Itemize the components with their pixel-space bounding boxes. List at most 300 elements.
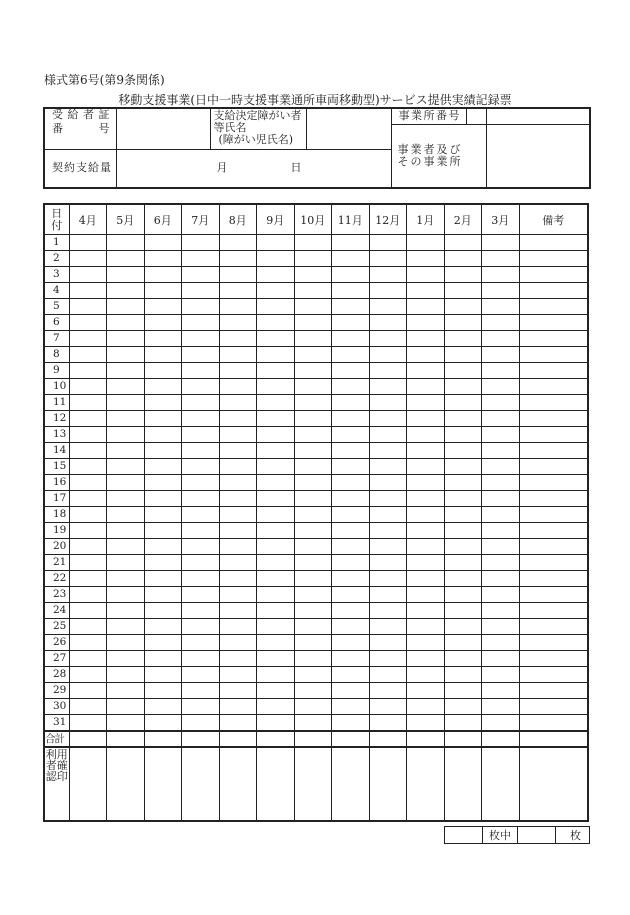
day-cell[interactable] [144, 283, 182, 299]
day-cell[interactable] [107, 267, 145, 283]
day-cell[interactable] [144, 267, 182, 283]
day-cell[interactable] [332, 347, 370, 363]
day-cell[interactable] [332, 523, 370, 539]
day-cell[interactable] [182, 443, 220, 459]
day-cell[interactable] [69, 635, 107, 651]
day-cell[interactable] [332, 427, 370, 443]
day-cell[interactable] [107, 251, 145, 267]
day-cell[interactable] [444, 283, 482, 299]
day-cell[interactable] [69, 395, 107, 411]
day-cell[interactable] [407, 443, 445, 459]
day-cell[interactable] [69, 251, 107, 267]
confirm-cell[interactable] [182, 747, 220, 821]
day-cell[interactable] [219, 443, 257, 459]
day-cell[interactable] [257, 251, 295, 267]
day-cell[interactable] [332, 267, 370, 283]
day-cell[interactable] [294, 379, 332, 395]
day-cell[interactable] [257, 347, 295, 363]
remarks-cell[interactable] [519, 683, 588, 699]
day-cell[interactable] [219, 475, 257, 491]
day-cell[interactable] [444, 699, 482, 715]
day-cell[interactable] [369, 475, 407, 491]
day-cell[interactable] [294, 459, 332, 475]
day-cell[interactable] [257, 507, 295, 523]
day-cell[interactable] [369, 619, 407, 635]
remarks-cell[interactable] [519, 475, 588, 491]
day-cell[interactable] [144, 683, 182, 699]
day-cell[interactable] [482, 443, 520, 459]
day-cell[interactable] [107, 603, 145, 619]
day-cell[interactable] [332, 539, 370, 555]
day-cell[interactable] [332, 635, 370, 651]
remarks-cell[interactable] [519, 283, 588, 299]
day-cell[interactable] [369, 715, 407, 732]
day-cell[interactable] [144, 411, 182, 427]
remarks-cell[interactable] [519, 539, 588, 555]
day-cell[interactable] [369, 331, 407, 347]
remarks-cell[interactable] [519, 251, 588, 267]
day-cell[interactable] [332, 587, 370, 603]
day-cell[interactable] [369, 683, 407, 699]
day-cell[interactable] [107, 331, 145, 347]
day-cell[interactable] [182, 299, 220, 315]
day-cell[interactable] [144, 347, 182, 363]
day-cell[interactable] [107, 571, 145, 587]
day-cell[interactable] [144, 651, 182, 667]
day-cell[interactable] [407, 699, 445, 715]
day-cell[interactable] [107, 539, 145, 555]
day-cell[interactable] [219, 267, 257, 283]
day-cell[interactable] [482, 283, 520, 299]
remarks-cell[interactable] [519, 491, 588, 507]
day-cell[interactable] [257, 299, 295, 315]
day-cell[interactable] [369, 395, 407, 411]
day-cell[interactable] [257, 395, 295, 411]
day-cell[interactable] [182, 363, 220, 379]
sheet-total-field[interactable] [518, 827, 556, 844]
day-cell[interactable] [257, 523, 295, 539]
confirm-cell[interactable] [407, 747, 445, 821]
confirm-cell[interactable] [144, 747, 182, 821]
day-cell[interactable] [482, 651, 520, 667]
day-cell[interactable] [294, 491, 332, 507]
day-cell[interactable] [182, 715, 220, 732]
day-cell[interactable] [219, 555, 257, 571]
day-cell[interactable] [107, 427, 145, 443]
day-cell[interactable] [69, 299, 107, 315]
day-cell[interactable] [144, 507, 182, 523]
day-cell[interactable] [219, 603, 257, 619]
remarks-cell[interactable] [519, 571, 588, 587]
day-cell[interactable] [369, 539, 407, 555]
day-cell[interactable] [182, 379, 220, 395]
day-cell[interactable] [444, 347, 482, 363]
total-cell[interactable] [369, 731, 407, 747]
day-cell[interactable] [407, 491, 445, 507]
day-cell[interactable] [407, 331, 445, 347]
day-cell[interactable] [257, 555, 295, 571]
day-cell[interactable] [257, 539, 295, 555]
day-cell[interactable] [482, 251, 520, 267]
day-cell[interactable] [182, 459, 220, 475]
day-cell[interactable] [144, 667, 182, 683]
remarks-cell[interactable] [519, 299, 588, 315]
remarks-cell[interactable] [519, 443, 588, 459]
confirm-remarks-cell[interactable] [519, 747, 588, 821]
total-cell[interactable] [407, 731, 445, 747]
day-cell[interactable] [144, 459, 182, 475]
day-cell[interactable] [332, 619, 370, 635]
day-cell[interactable] [219, 427, 257, 443]
day-cell[interactable] [369, 635, 407, 651]
day-cell[interactable] [294, 443, 332, 459]
contract-amount-field[interactable] [116, 149, 391, 188]
day-cell[interactable] [219, 619, 257, 635]
day-cell[interactable] [444, 651, 482, 667]
day-cell[interactable] [444, 299, 482, 315]
day-cell[interactable] [257, 683, 295, 699]
day-cell[interactable] [219, 539, 257, 555]
day-cell[interactable] [219, 667, 257, 683]
day-cell[interactable] [257, 715, 295, 732]
day-cell[interactable] [407, 427, 445, 443]
day-cell[interactable] [369, 651, 407, 667]
day-cell[interactable] [482, 507, 520, 523]
day-cell[interactable] [407, 379, 445, 395]
day-cell[interactable] [107, 299, 145, 315]
day-cell[interactable] [332, 331, 370, 347]
recipient-number-field[interactable] [116, 108, 210, 149]
day-cell[interactable] [144, 475, 182, 491]
day-cell[interactable] [294, 267, 332, 283]
day-cell[interactable] [444, 235, 482, 251]
day-cell[interactable] [69, 539, 107, 555]
day-cell[interactable] [257, 587, 295, 603]
day-cell[interactable] [444, 379, 482, 395]
day-cell[interactable] [294, 571, 332, 587]
total-cell[interactable] [332, 731, 370, 747]
day-cell[interactable] [482, 539, 520, 555]
remarks-cell[interactable] [519, 363, 588, 379]
remarks-cell[interactable] [519, 651, 588, 667]
day-cell[interactable] [257, 411, 295, 427]
day-cell[interactable] [444, 427, 482, 443]
day-cell[interactable] [294, 235, 332, 251]
day-cell[interactable] [69, 571, 107, 587]
day-cell[interactable] [257, 235, 295, 251]
remarks-cell[interactable] [519, 555, 588, 571]
day-cell[interactable] [219, 411, 257, 427]
day-cell[interactable] [444, 315, 482, 331]
day-cell[interactable] [332, 571, 370, 587]
day-cell[interactable] [257, 379, 295, 395]
day-cell[interactable] [369, 587, 407, 603]
remarks-cell[interactable] [519, 395, 588, 411]
day-cell[interactable] [407, 347, 445, 363]
day-cell[interactable] [444, 443, 482, 459]
day-cell[interactable] [369, 235, 407, 251]
day-cell[interactable] [444, 667, 482, 683]
day-cell[interactable] [144, 427, 182, 443]
day-cell[interactable] [69, 475, 107, 491]
day-cell[interactable] [144, 363, 182, 379]
day-cell[interactable] [257, 571, 295, 587]
day-cell[interactable] [257, 603, 295, 619]
confirm-cell[interactable] [444, 747, 482, 821]
day-cell[interactable] [107, 715, 145, 732]
day-cell[interactable] [257, 427, 295, 443]
day-cell[interactable] [482, 395, 520, 411]
day-cell[interactable] [369, 283, 407, 299]
day-cell[interactable] [107, 235, 145, 251]
day-cell[interactable] [332, 555, 370, 571]
day-cell[interactable] [369, 555, 407, 571]
day-cell[interactable] [69, 411, 107, 427]
day-cell[interactable] [369, 251, 407, 267]
day-cell[interactable] [144, 699, 182, 715]
day-cell[interactable] [482, 523, 520, 539]
day-cell[interactable] [332, 443, 370, 459]
day-cell[interactable] [482, 235, 520, 251]
day-cell[interactable] [369, 459, 407, 475]
day-cell[interactable] [332, 603, 370, 619]
remarks-cell[interactable] [519, 635, 588, 651]
day-cell[interactable] [257, 283, 295, 299]
day-cell[interactable] [407, 635, 445, 651]
day-cell[interactable] [69, 699, 107, 715]
day-cell[interactable] [219, 715, 257, 732]
day-cell[interactable] [332, 379, 370, 395]
day-cell[interactable] [107, 651, 145, 667]
day-cell[interactable] [182, 491, 220, 507]
day-cell[interactable] [107, 683, 145, 699]
day-cell[interactable] [294, 347, 332, 363]
day-cell[interactable] [257, 667, 295, 683]
total-cell[interactable] [182, 731, 220, 747]
remarks-cell[interactable] [519, 699, 588, 715]
day-cell[interactable] [294, 699, 332, 715]
day-cell[interactable] [219, 491, 257, 507]
remarks-cell[interactable] [519, 715, 588, 732]
day-cell[interactable] [369, 363, 407, 379]
day-cell[interactable] [144, 603, 182, 619]
day-cell[interactable] [182, 523, 220, 539]
day-cell[interactable] [144, 315, 182, 331]
day-cell[interactable] [107, 475, 145, 491]
day-cell[interactable] [444, 635, 482, 651]
remarks-cell[interactable] [519, 315, 588, 331]
remarks-cell[interactable] [519, 267, 588, 283]
day-cell[interactable] [107, 395, 145, 411]
remarks-cell[interactable] [519, 603, 588, 619]
day-cell[interactable] [332, 491, 370, 507]
day-cell[interactable] [294, 667, 332, 683]
day-cell[interactable] [69, 491, 107, 507]
day-cell[interactable] [444, 539, 482, 555]
day-cell[interactable] [407, 587, 445, 603]
day-cell[interactable] [182, 683, 220, 699]
office-number-field[interactable] [486, 108, 590, 124]
day-cell[interactable] [107, 635, 145, 651]
day-cell[interactable] [182, 315, 220, 331]
day-cell[interactable] [107, 667, 145, 683]
day-cell[interactable] [144, 491, 182, 507]
day-cell[interactable] [257, 315, 295, 331]
day-cell[interactable] [332, 315, 370, 331]
day-cell[interactable] [369, 443, 407, 459]
day-cell[interactable] [407, 363, 445, 379]
day-cell[interactable] [144, 299, 182, 315]
day-cell[interactable] [107, 315, 145, 331]
day-cell[interactable] [369, 347, 407, 363]
day-cell[interactable] [482, 715, 520, 732]
day-cell[interactable] [407, 619, 445, 635]
day-cell[interactable] [219, 315, 257, 331]
remarks-cell[interactable] [519, 667, 588, 683]
day-cell[interactable] [444, 395, 482, 411]
day-cell[interactable] [294, 619, 332, 635]
day-cell[interactable] [107, 411, 145, 427]
confirm-cell[interactable] [332, 747, 370, 821]
day-cell[interactable] [257, 331, 295, 347]
day-cell[interactable] [219, 459, 257, 475]
day-cell[interactable] [107, 491, 145, 507]
day-cell[interactable] [407, 235, 445, 251]
day-cell[interactable] [444, 363, 482, 379]
day-cell[interactable] [482, 491, 520, 507]
day-cell[interactable] [144, 571, 182, 587]
remarks-cell[interactable] [519, 619, 588, 635]
office-number-box[interactable] [466, 108, 486, 124]
day-cell[interactable] [407, 395, 445, 411]
day-cell[interactable] [182, 427, 220, 443]
day-cell[interactable] [107, 443, 145, 459]
day-cell[interactable] [182, 251, 220, 267]
day-cell[interactable] [407, 283, 445, 299]
day-cell[interactable] [332, 507, 370, 523]
confirm-cell[interactable] [69, 747, 107, 821]
day-cell[interactable] [182, 699, 220, 715]
day-cell[interactable] [444, 267, 482, 283]
day-cell[interactable] [219, 651, 257, 667]
day-cell[interactable] [69, 267, 107, 283]
day-cell[interactable] [69, 283, 107, 299]
day-cell[interactable] [294, 395, 332, 411]
day-cell[interactable] [182, 347, 220, 363]
day-cell[interactable] [407, 683, 445, 699]
day-cell[interactable] [69, 683, 107, 699]
day-cell[interactable] [482, 331, 520, 347]
day-cell[interactable] [482, 363, 520, 379]
remarks-cell[interactable] [519, 459, 588, 475]
day-cell[interactable] [294, 715, 332, 732]
day-cell[interactable] [294, 363, 332, 379]
day-cell[interactable] [294, 603, 332, 619]
day-cell[interactable] [444, 491, 482, 507]
total-cell[interactable] [257, 731, 295, 747]
day-cell[interactable] [144, 555, 182, 571]
day-cell[interactable] [257, 635, 295, 651]
day-cell[interactable] [69, 347, 107, 363]
day-cell[interactable] [444, 251, 482, 267]
day-cell[interactable] [407, 251, 445, 267]
day-cell[interactable] [182, 235, 220, 251]
day-cell[interactable] [444, 587, 482, 603]
confirm-cell[interactable] [107, 747, 145, 821]
day-cell[interactable] [369, 427, 407, 443]
day-cell[interactable] [332, 411, 370, 427]
day-cell[interactable] [219, 587, 257, 603]
day-cell[interactable] [182, 635, 220, 651]
day-cell[interactable] [407, 667, 445, 683]
day-cell[interactable] [69, 315, 107, 331]
day-cell[interactable] [294, 507, 332, 523]
day-cell[interactable] [107, 619, 145, 635]
total-cell[interactable] [144, 731, 182, 747]
day-cell[interactable] [294, 475, 332, 491]
day-cell[interactable] [219, 299, 257, 315]
confirm-cell[interactable] [219, 747, 257, 821]
day-cell[interactable] [294, 539, 332, 555]
day-cell[interactable] [369, 267, 407, 283]
day-cell[interactable] [482, 667, 520, 683]
day-cell[interactable] [257, 443, 295, 459]
day-cell[interactable] [369, 699, 407, 715]
day-cell[interactable] [444, 555, 482, 571]
day-cell[interactable] [107, 363, 145, 379]
day-cell[interactable] [407, 523, 445, 539]
day-cell[interactable] [257, 363, 295, 379]
day-cell[interactable] [369, 411, 407, 427]
person-name-field[interactable] [306, 108, 391, 149]
day-cell[interactable] [182, 571, 220, 587]
day-cell[interactable] [332, 683, 370, 699]
day-cell[interactable] [332, 475, 370, 491]
day-cell[interactable] [107, 523, 145, 539]
day-cell[interactable] [444, 603, 482, 619]
day-cell[interactable] [219, 283, 257, 299]
day-cell[interactable] [144, 587, 182, 603]
day-cell[interactable] [444, 523, 482, 539]
day-cell[interactable] [407, 459, 445, 475]
day-cell[interactable] [219, 683, 257, 699]
day-cell[interactable] [69, 619, 107, 635]
day-cell[interactable] [332, 459, 370, 475]
day-cell[interactable] [69, 667, 107, 683]
total-cell[interactable] [482, 731, 520, 747]
day-cell[interactable] [144, 635, 182, 651]
day-cell[interactable] [219, 635, 257, 651]
day-cell[interactable] [482, 699, 520, 715]
day-cell[interactable] [332, 699, 370, 715]
day-cell[interactable] [482, 267, 520, 283]
day-cell[interactable] [482, 619, 520, 635]
day-cell[interactable] [294, 411, 332, 427]
day-cell[interactable] [219, 363, 257, 379]
remarks-cell[interactable] [519, 379, 588, 395]
day-cell[interactable] [294, 587, 332, 603]
day-cell[interactable] [107, 699, 145, 715]
total-cell[interactable] [294, 731, 332, 747]
day-cell[interactable] [294, 555, 332, 571]
day-cell[interactable] [144, 379, 182, 395]
day-cell[interactable] [407, 315, 445, 331]
day-cell[interactable] [332, 395, 370, 411]
total-cell[interactable] [219, 731, 257, 747]
day-cell[interactable] [219, 699, 257, 715]
day-cell[interactable] [219, 347, 257, 363]
day-cell[interactable] [369, 315, 407, 331]
